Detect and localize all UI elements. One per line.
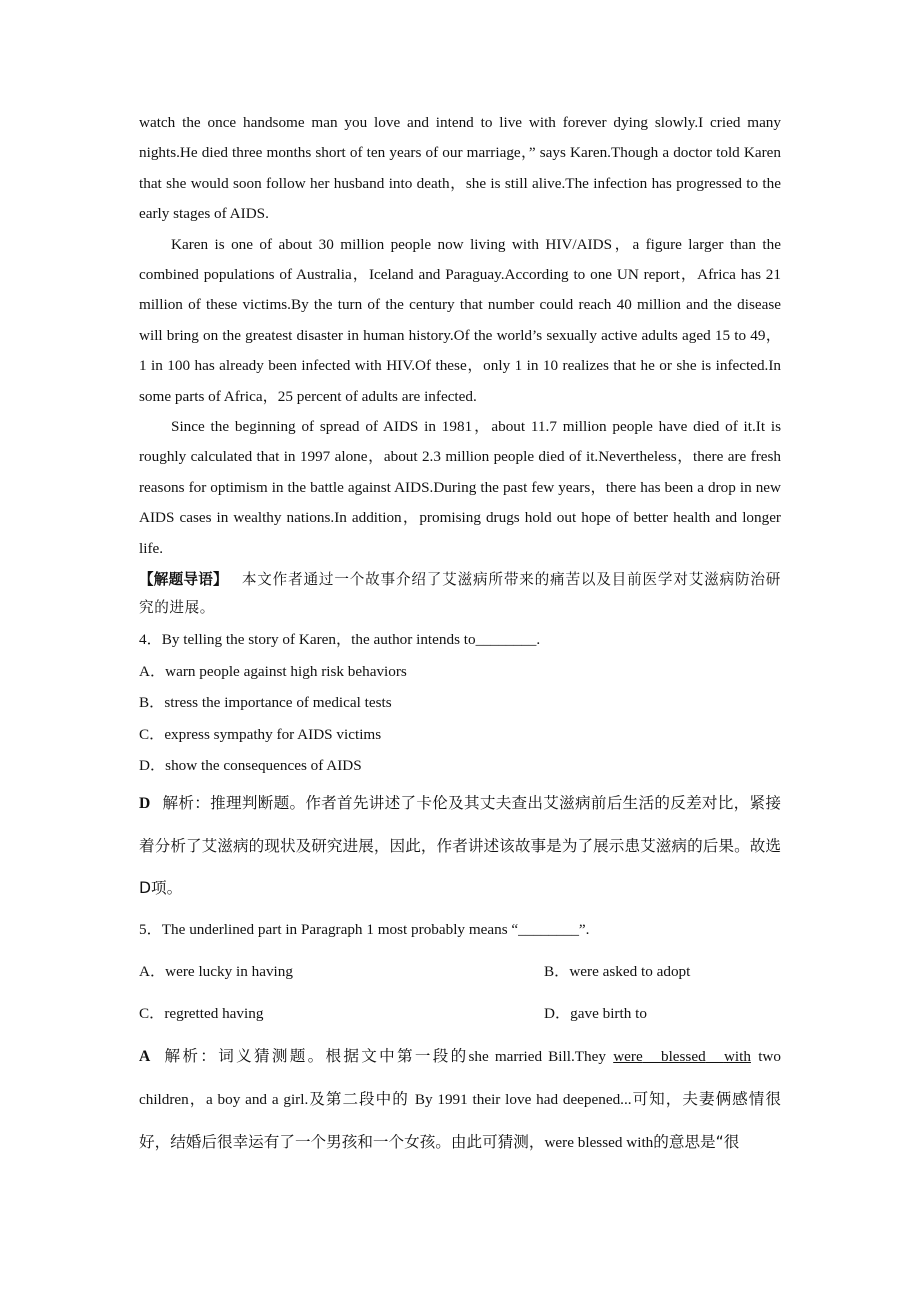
question-5-option-b: B．were asked to adopt [544,962,691,980]
passage-paragraph-1: watch the once handsome man you love and intend to live with forever dying slowly.I cried many nights.He died three months short of ten years of our marriage，” says Karen.Though a doctor told Karen that she would soon follow her husband into death，she is still alive.The infection has progressed to the early stages of AIDS. [139,114,781,223]
question-4-option-c: C．express sympathy for AIDS victims [139,725,382,743]
question-4-option-d: D．show the consequences of AIDS [139,757,362,775]
passage-paragraph-3: Since the beginning of spread of AIDS in 1981，about 11.7 million people have died of it.It is roughly calculated that in 1997 alone，about 2.3 million people died of it.Nevertheless，there are fresh reasons for optimism in the battle against AIDS.During the past few years，there has been a drop in new AIDS cases in wealthy nations.In addition，promising drugs hold out hope of better health and longer life. [139,418,781,557]
question-5-option-d: D．gave birth to [544,1004,647,1022]
question-4-option-a: A．warn people against high risk behaviors [139,662,407,680]
question-4 [139,624,781,909]
question-5-quote-3: By 1991 their love had deepened... [414,1090,632,1108]
document-page [139,108,781,1164]
question-5-analysis-part-2: 及第二段中的 [308,1089,409,1108]
question-4-analysis [139,782,781,909]
question-5 [139,909,781,1164]
question-5-analysis-part-3: 可知，夫妻俩感情很好，结婚后很幸运有了一个男孩和一个女孩。由此可猜测， [139,1089,781,1151]
question-5-analysis [139,1035,781,1164]
problem-guide [139,566,781,622]
question-5-options-row-2 [139,993,781,1035]
underlined-word-blessed: blessed [660,1047,706,1065]
underlined-word-were: were [613,1047,643,1065]
question-5-quote-4: were blessed with [544,1133,654,1151]
question-5-answer: A [139,1047,151,1065]
question-5-option-c: C．regretted having [139,1004,264,1022]
question-5-option-a: A．were lucky in having [139,962,293,980]
question-5-analysis-part-1: 解析：词义猜测题。根据文中第一段的 [162,1046,469,1065]
question-5-options-row-1 [139,951,781,993]
underlined-word-with: with [723,1047,751,1065]
guide-tag: 【解题导语】 [139,572,228,589]
question-5-stem: 5．The underlined part in Paragraph 1 most probably means “________”. [139,920,590,938]
question-4-option-b: B．stress the importance of medical tests [139,694,392,712]
guide-text: 本文作者通过一个故事介绍了艾滋病所带来的痛苦以及目前医学对艾滋病防治研究的进展。 [139,572,781,617]
question-4-analysis-text: 解析：推理判断题。作者首先讲述了卡伦及其丈夫查出艾滋病前后生活的反差对比，紧接着分析了艾滋病的现状及研究进展，因此，作者讲述该故事是为了展示患艾滋病的后果。故选D项。 [139,793,781,897]
question-5-analysis-part-4: 的意思是“很 [653,1132,740,1151]
question-4-stem: 4．By telling the story of Karen，the author intends to________. [139,631,541,649]
passage-paragraph-2: Karen is one of about 30 million people now living with HIV/AIDS，a figure larger than the combined populations of Australia，Iceland and Paraguay.According to one UN report，Africa has 21 million of these victims.By the turn of the century that number could reach 40 million and the disease will bring on the greatest disaster in human history.Of the world’s sexually active adults aged 15 to 49，1 in 100 has already been infected with HIV.Of these，only 1 in 10 realizes that he or she is infected.In some parts of Africa，25 percent of adults are infected. [139,235,781,405]
question-4-answer: D [139,794,151,812]
question-5-quote-2: two children，a boy and a girl. [139,1047,781,1108]
question-5-quote-1: she married Bill.They [468,1047,606,1065]
